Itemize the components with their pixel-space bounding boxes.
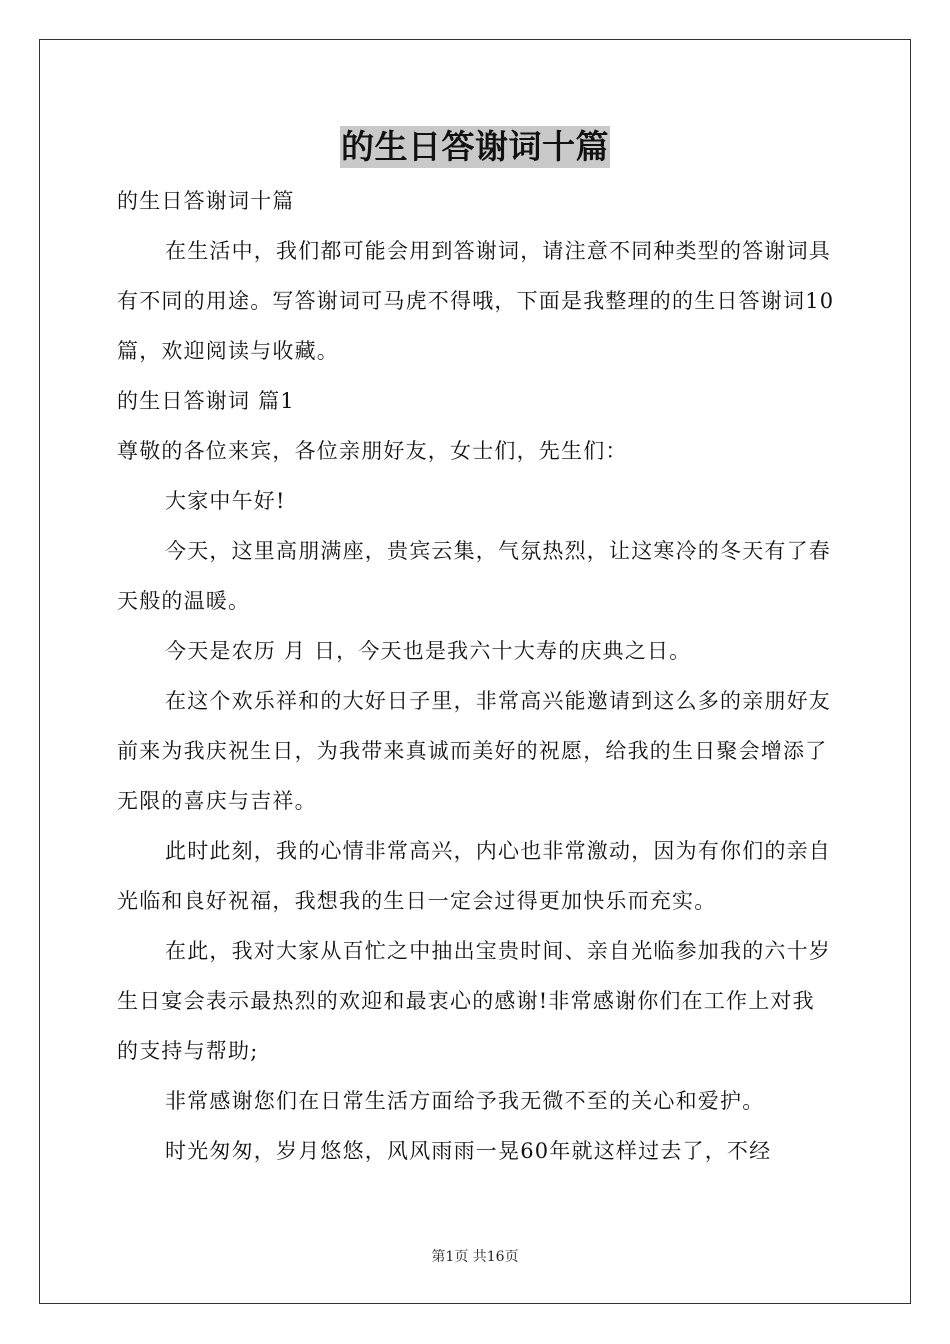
paragraph-body: 在此，我对大家从百忙之中抽出宝贵时间、亲自光临参加我的六十岁生日宴会表示最热烈的欢迎和最衷心的感谢!非常感谢你们在工作上对我的支持与帮助;: [117, 939, 831, 1063]
page-footer: 第1页 共16页: [431, 1249, 519, 1265]
document-title: 的生日答谢词十篇: [341, 127, 609, 166]
paragraph-body: 非常感谢您们在日常生活方面给予我无微不至的关心和爱护。: [165, 1089, 765, 1113]
paragraph-body: 在这个欢乐祥和的大好日子里，非常高兴能邀请到这么多的亲朋好友前来为我庆祝生日，为我带来真诚而美好的祝愿，给我的生日聚会增添了无限的喜庆与吉祥。: [117, 689, 831, 813]
paragraph-body: 今天，这里高朋满座，贵宾云集，气氛热烈，让这寒冷的冬天有了春天般的温暖。: [117, 539, 831, 613]
paragraph-intro: 在生活中，我们都可能会用到答谢词，请注意不同种类型的答谢词具有不同的用途。写答谢词可马虎不得哦，下面是我整理的的生日答谢词10篇，欢迎阅读与收藏。: [117, 239, 835, 363]
section-heading: 的生日答谢词 篇1: [117, 389, 295, 413]
paragraph-subtitle: 的生日答谢词十篇: [117, 189, 295, 213]
paragraph-greeting: 大家中午好!: [165, 489, 286, 513]
paragraph-salutation: 尊敬的各位来宾，各位亲朋好友，女士们，先生们：: [117, 439, 628, 463]
paragraph-body: 此时此刻，我的心情非常高兴，内心也非常激动，因为有你们的亲自光临和良好祝福，我想我的生日一定会过得更加快乐而充实。: [117, 839, 831, 913]
paragraph-body: 今天是农历 月 日，今天也是我六十大寿的庆典之日。: [165, 639, 692, 663]
paragraph-body: 时光匆匆，岁月悠悠，风风雨雨一晃60年就这样过去了，不经: [165, 1139, 772, 1163]
title-container: [0, 126, 950, 168]
document-body: [117, 176, 835, 1176]
